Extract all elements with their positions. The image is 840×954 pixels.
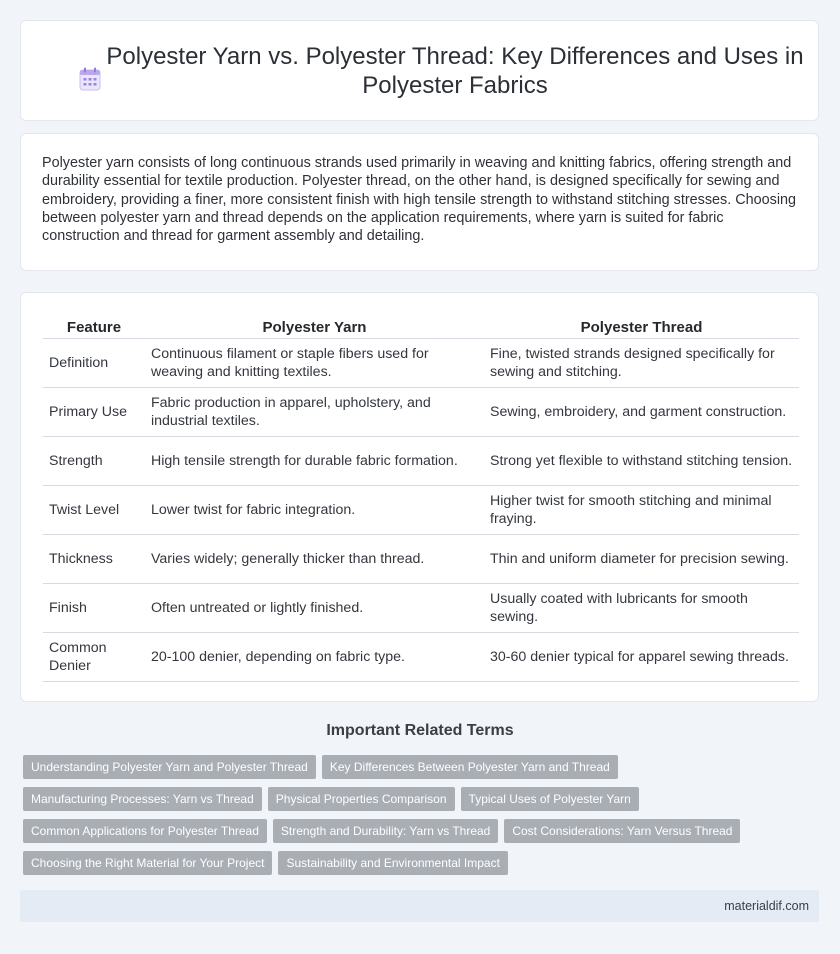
yarn-cell: Often untreated or lightly finished. bbox=[145, 584, 484, 633]
feature-cell: Thickness bbox=[43, 535, 145, 584]
table-row bbox=[43, 339, 799, 388]
related-term-link[interactable]: Common Applications for Polyester Thread bbox=[23, 819, 267, 843]
yarn-cell: High tensile strength for durable fabric formation. bbox=[145, 437, 484, 486]
tag-row bbox=[23, 851, 823, 875]
header-polyester-yarn: Polyester Yarn bbox=[145, 315, 484, 339]
related-term-link[interactable]: Choosing the Right Material for Your Project bbox=[23, 851, 272, 875]
thread-cell: Higher twist for smooth stitching and minimal fraying. bbox=[484, 486, 799, 535]
thread-cell: Thin and uniform diameter for precision sewing. bbox=[484, 535, 799, 584]
related-terms-list bbox=[23, 755, 823, 883]
table-row bbox=[43, 437, 799, 486]
tag-row bbox=[23, 755, 823, 779]
header-feature: Feature bbox=[43, 315, 145, 339]
feature-cell: Primary Use bbox=[43, 388, 145, 437]
page-title: Polyester Yarn vs. Polyester Thread: Key Differences and Uses in Polyester Fabrics bbox=[106, 43, 804, 99]
footer bbox=[20, 890, 819, 922]
related-term-link[interactable]: Cost Considerations: Yarn Versus Thread bbox=[504, 819, 740, 843]
related-term-link[interactable]: Understanding Polyester Yarn and Polyester Thread bbox=[23, 755, 316, 779]
comparison-table bbox=[43, 315, 799, 682]
related-term-link[interactable]: Key Differences Between Polyester Yarn and Thread bbox=[322, 755, 618, 779]
table-row bbox=[43, 486, 799, 535]
related-term-link[interactable]: Typical Uses of Polyester Yarn bbox=[461, 787, 639, 811]
yarn-cell: Continuous filament or staple fibers used for weaving and knitting textiles. bbox=[145, 339, 484, 388]
table-row bbox=[43, 388, 799, 437]
table-row bbox=[43, 535, 799, 584]
thread-cell: Usually coated with lubricants for smooth sewing. bbox=[484, 584, 799, 633]
feature-cell: Finish bbox=[43, 584, 145, 633]
feature-cell: Twist Level bbox=[43, 486, 145, 535]
thread-cell: Strong yet flexible to withstand stitching tension. bbox=[484, 437, 799, 486]
header-polyester-thread: Polyester Thread bbox=[484, 315, 799, 339]
table-header-row bbox=[43, 315, 799, 339]
thread-cell: Sewing, embroidery, and garment construction. bbox=[484, 388, 799, 437]
related-term-link[interactable]: Physical Properties Comparison bbox=[268, 787, 455, 811]
feature-cell: Common Denier bbox=[43, 633, 145, 682]
yarn-cell: Varies widely; generally thicker than thread. bbox=[145, 535, 484, 584]
table-row bbox=[43, 633, 799, 682]
yarn-cell: 20-100 denier, depending on fabric type. bbox=[145, 633, 484, 682]
footer-site-link[interactable]: materialdif.com bbox=[724, 899, 809, 913]
yarn-cell: Fabric production in apparel, upholstery, and industrial textiles. bbox=[145, 388, 484, 437]
related-term-link[interactable]: Sustainability and Environmental Impact bbox=[278, 851, 507, 875]
intro-text: Polyester yarn consists of long continuous strands used primarily in weaving and knitting fabrics, offering strength and durability essential for textile production. Polyester thread, on the other hand, is designed specifically for sewing and embroidery, providing a finer, more consistent finish with high tensile strength to withstand stitching stresses. Choosing between polyester yarn and thread depends on the application requirements, where yarn is suited for fabric construction and thread for garment assembly and detailing. bbox=[42, 155, 797, 245]
intro-card bbox=[20, 133, 819, 271]
related-term-link[interactable]: Strength and Durability: Yarn vs Thread bbox=[273, 819, 498, 843]
yarn-cell: Lower twist for fabric integration. bbox=[145, 486, 484, 535]
tag-row bbox=[23, 819, 823, 843]
feature-cell: Definition bbox=[43, 339, 145, 388]
comparison-card bbox=[20, 292, 819, 702]
related-term-link[interactable]: Manufacturing Processes: Yarn vs Thread bbox=[23, 787, 262, 811]
calendar-grid-icon bbox=[79, 67, 101, 91]
thread-cell: 30-60 denier typical for apparel sewing threads. bbox=[484, 633, 799, 682]
tag-row bbox=[23, 787, 823, 811]
feature-cell: Strength bbox=[43, 437, 145, 486]
related-terms-heading: Important Related Terms bbox=[326, 722, 514, 739]
thread-cell: Fine, twisted strands designed specifically for sewing and stitching. bbox=[484, 339, 799, 388]
table-row bbox=[43, 584, 799, 633]
